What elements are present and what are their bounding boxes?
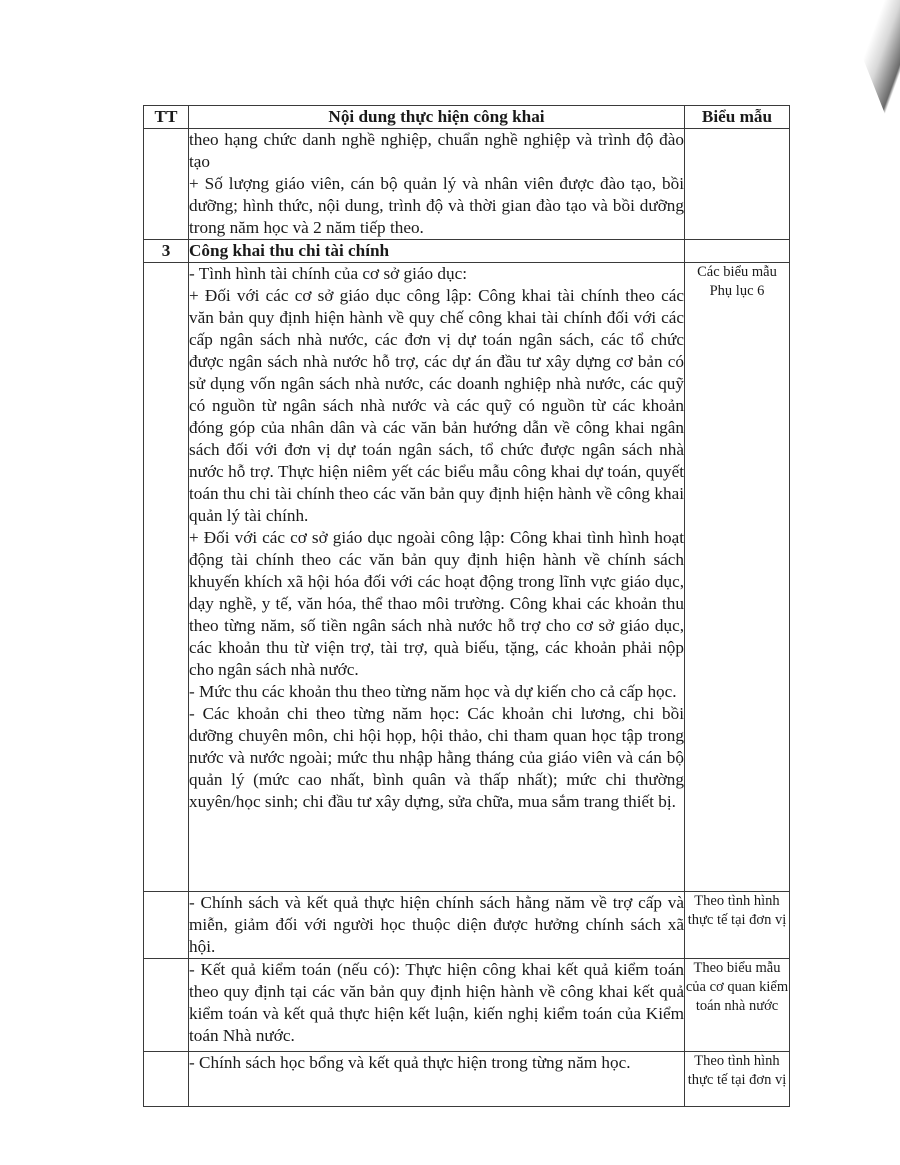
table-header-row xyxy=(144,106,790,129)
row-form: Theo tình hình thực tế tại đơn vị xyxy=(685,1052,790,1107)
table-row xyxy=(144,263,790,892)
table-row xyxy=(144,129,790,240)
paragraph: + Số lượng giáo viên, cán bộ quản lý và nhân viên được đào tạo, bồi dưỡng; hình thức, nội dung, trình độ và thời gian đào tạo và bồi dưỡng trong năm học và 2 năm tiếp theo. xyxy=(189,174,684,237)
header-tt: TT xyxy=(144,106,189,129)
disclosure-table xyxy=(143,105,790,1107)
section-row xyxy=(144,240,790,263)
row-number xyxy=(144,1052,189,1107)
row-content xyxy=(189,1052,685,1107)
table-row xyxy=(144,1052,790,1107)
header-content: Nội dung thực hiện công khai xyxy=(189,106,685,129)
row-form xyxy=(685,129,790,240)
table-row xyxy=(144,892,790,959)
paragraph: + Đối với các cơ sở giáo dục ngoài công lập: Công khai tình hình hoạt động tài chính theo các văn bản quy định hiện hành về chính sách khuyến khích xã hội hóa đối với các hoạt động trong lĩnh vực giáo dục, dạy nghề, y tế, văn hóa, thể thao môi trường. Công khai các khoản thu theo từng năm, số tiền ngân sách nhà nước hỗ trợ cho cơ sở giáo dục, các khoản thu từ viện trợ, tài trợ, quà biếu, tặng, các khoản phải nộp cho ngân sách nhà nước. xyxy=(189,528,684,679)
table-row xyxy=(144,959,790,1052)
row-form xyxy=(685,240,790,263)
row-content xyxy=(189,892,685,959)
paragraph: theo hạng chức danh nghề nghiệp, chuẩn nghề nghiệp và trình độ đào tạo xyxy=(189,130,684,171)
page-curl-shadow xyxy=(840,0,900,140)
paragraph: - Kết quả kiểm toán (nếu có): Thực hiện công khai kết quả kiểm toán theo quy định tại các văn bản quy định hiện hành về công khai kết quả kiểm toán và kết quả thực hiện kết luận, kiến nghị kiểm toán của Kiểm toán Nhà nước. xyxy=(189,960,684,1045)
row-number xyxy=(144,129,189,240)
section-title: Công khai thu chi tài chính xyxy=(189,240,685,263)
row-content xyxy=(189,959,685,1052)
row-content xyxy=(189,129,685,240)
paragraph: - Chính sách và kết quả thực hiện chính sách hằng năm về trợ cấp và miễn, giảm đối với người học thuộc diện được hưởng chính sách xã hội. xyxy=(189,893,684,956)
section-number: 3 xyxy=(144,240,189,263)
row-content xyxy=(189,263,685,892)
row-number xyxy=(144,959,189,1052)
header-form: Biểu mẫu xyxy=(685,106,790,129)
row-form: Các biểu mẫu Phụ lục 6 xyxy=(685,263,790,892)
paragraph: - Tình hình tài chính của cơ sở giáo dục: xyxy=(189,264,467,283)
paragraph: - Chính sách học bổng và kết quả thực hiện trong từng năm học. xyxy=(189,1053,631,1072)
paragraph: + Đối với các cơ sở giáo dục công lập: Công khai tài chính theo các văn bản quy định hiện hành về quy chế công khai tài chính đối với các cấp ngân sách nhà nước, các đơn vị dự toán ngân sách, các tổ chức được ngân sách nhà nước hỗ trợ, các dự án đầu tư xây dựng cơ bản có sử dụng vốn ngân sách nhà nước, các doanh nghiệp nhà nước, các quỹ có nguồn từ ngân sách nhà nước và các quỹ có nguồn từ các khoản đóng góp của nhân dân và các văn bản hướng dẫn về công khai ngân sách đối với đơn vị dự toán ngân sách, tổ chức được ngân sách nhà nước hỗ trợ. Thực hiện niêm yết các biểu mẫu công khai dự toán, quyết toán thu chi tài chính theo các văn bản quy định hiện hành về công khai quản lý tài chính. xyxy=(189,286,684,525)
row-number xyxy=(144,892,189,959)
paragraph: - Mức thu các khoản thu theo từng năm học và dự kiến cho cả cấp học. xyxy=(189,682,677,701)
row-number xyxy=(144,263,189,892)
paragraph: - Các khoản chi theo từng năm học: Các khoản chi lương, chi bồi dưỡng chuyên môn, chi hội họp, hội thảo, chi tham quan học tập trong nước và nước ngoài; mức thu nhập hằng tháng của giáo viên và cán bộ quản lý (mức cao nhất, bình quân và thấp nhất); mức chi thường xuyên/học sinh; chi đầu tư xây dựng, sửa chữa, mua sắm trang thiết bị. xyxy=(189,704,684,811)
row-form: Theo biểu mẫu của cơ quan kiểm toán nhà nước xyxy=(685,959,790,1052)
row-form: Theo tình hình thực tế tại đơn vị xyxy=(685,892,790,959)
